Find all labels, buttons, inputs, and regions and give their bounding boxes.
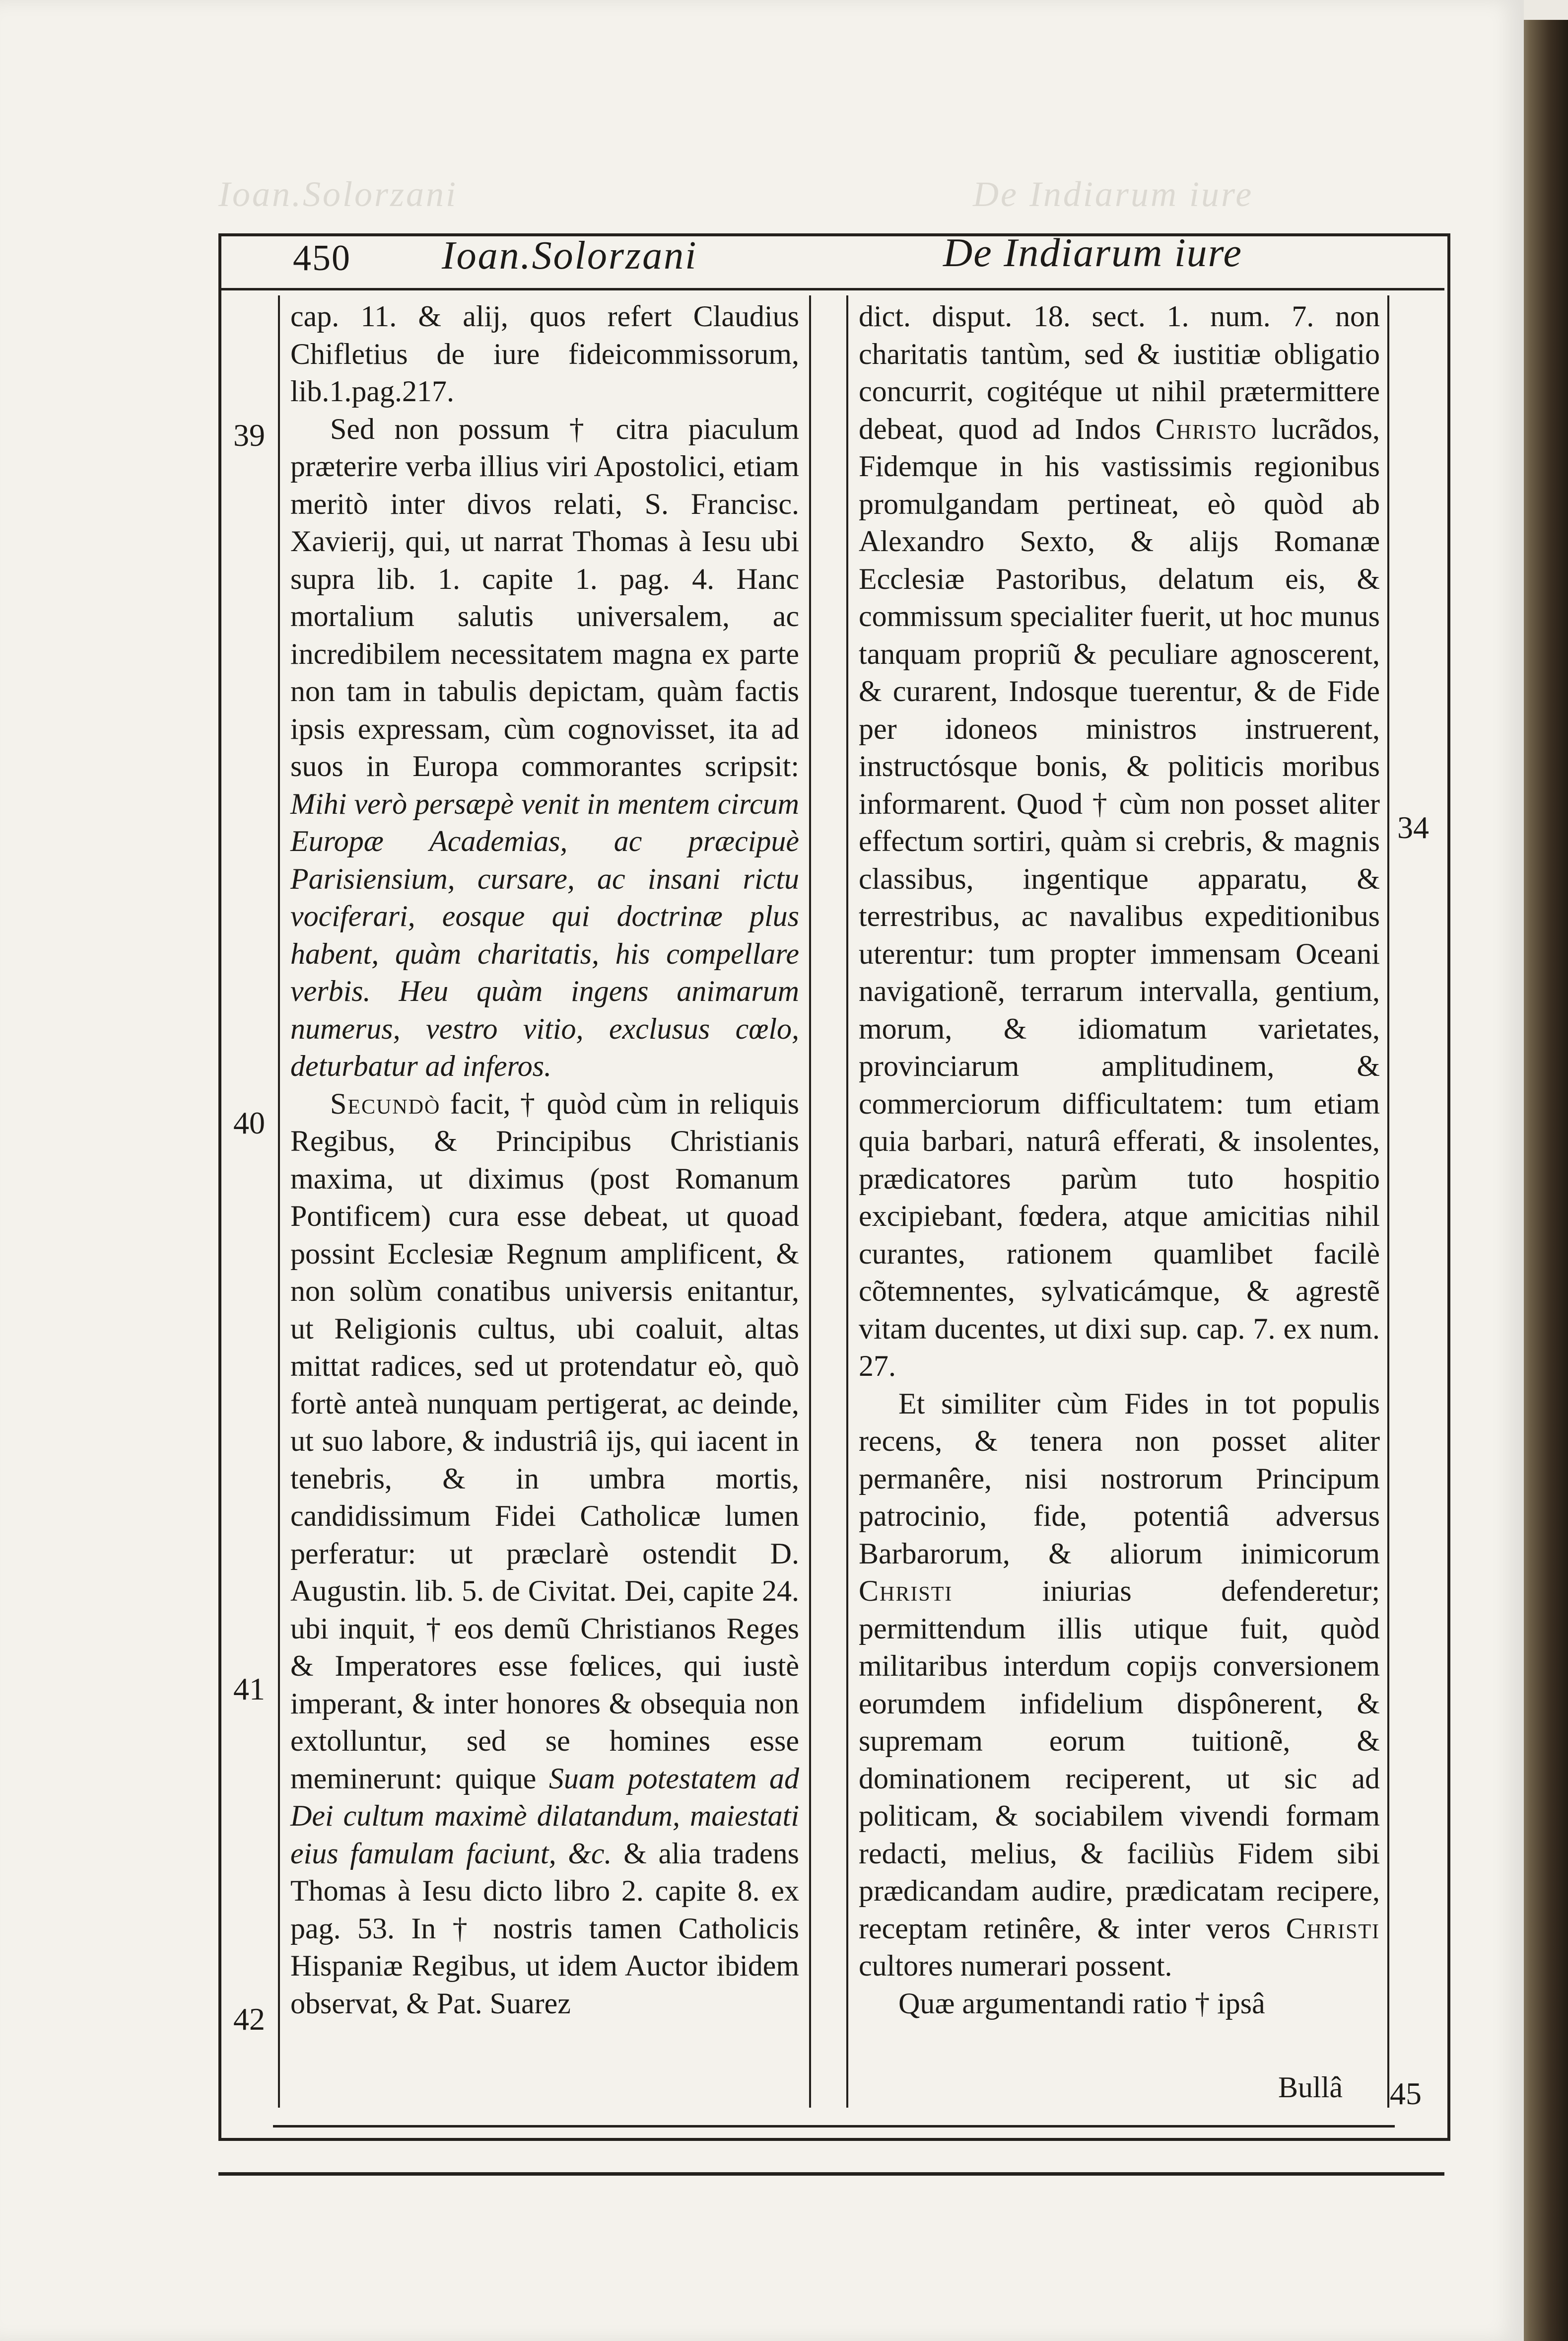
page-number: 450: [293, 238, 351, 279]
left-text-column: [290, 298, 799, 2022]
paragraph: Quæ argumentandi ratio † ipsâ: [898, 1986, 1265, 2020]
paragraph-text: Sed non possum † citra piaculum præterire verba illius viri Apostolici, etiam meritò inter divos relati, S. Francisc. Xavierij, qui, ut narrat Thomas à Iesu ubi supra lib. 1. capite 1. pag. 4. Hanc mortalium salutis universalem, ac incredibilem necessitatem magna ex parte non tam in tabulis depictam, quàm factis ipsis expressam, cùm cognovisset, ita ad suos in Europa commorantes scripsit:: [290, 412, 799, 782]
xavier-quotation: Mihi verò persæpè venit in mentem circum Europæ Academias, ac præcipuè Parisiensium, cursare, ac insani rictu vociferari, eosque qui doctrinæ plus habent, quàm charitatis, his compellare verbis. Heu quàm ingens animarum numerus, vestro vitio, exclusus cœlo, deturbatur ad inferos.: [290, 787, 799, 1082]
paragraph: [859, 1385, 1380, 1985]
augustine-quotation: Suam potestatem ad Dei cultum maximè dilatandum, maiestati eius famulam faciunt, &c.: [290, 1762, 799, 1870]
paragraph: [290, 1085, 799, 2023]
paragraph-text: facit, † quòd cùm in reliquis Regibus, & Principibus Christianis maxima, ut diximus (post Romanum Pontificem) cura esse debeat, ut quoad possint Ecclesiæ Regnum amplificent, & non solùm conatibus universis enitantur, ut Religionis cultus, ubi coaluit, altas mittat radices, sed ut protendatur eò, quò fortè anteà nunquam pertigerat, ac deinde, ut suo labore, & industriâ ijs, qui iacent in tenebris, & in umbra mortis, candidissimum Fidei Catholicæ lumen perferatur: ut præclarè ostendit D. Augustin. lib. 5. de Civitat. Dei, capite 24. ubi inquit, † eos demũ Christianos Reges & Imperatores esse fœlices, qui iustè imperant, & inter honores & obsequia non extolluntur, sed se homines esse meminerunt: quique: [290, 1087, 800, 1795]
margin-number: 39: [233, 418, 265, 453]
center-rule-a: [809, 295, 811, 2108]
margin-number: 42: [233, 2001, 265, 2037]
paragraph-text: & alia tradens Thomas à Iesu dicto libro 2. capite 8. ex pag. 53. In † nostris tamen Catholicis Hispaniæ Regibus, ut idem Auctor ibidem observat, & Pat. Suarez: [290, 1837, 800, 2020]
margin-number: 34: [1397, 810, 1429, 845]
running-head-author: Ioan.Solorzani: [442, 234, 698, 278]
paragraph: [290, 411, 799, 1085]
running-head-title: De Indiarum iure: [943, 230, 1242, 275]
right-text-column: [859, 298, 1380, 2022]
right-column-rule: [1387, 295, 1389, 2108]
center-rule-b: [846, 295, 848, 2108]
paragraph-text: cultores numerari possent.: [859, 1949, 1172, 1982]
catchword: Bullâ: [1278, 2071, 1343, 2104]
frame-bottom-rule: [218, 2172, 1444, 2176]
small-caps-word: Christo: [1155, 412, 1257, 445]
small-caps-word: Christi: [1286, 1912, 1380, 1945]
paragraph-text: iniurias defenderetur; permittendum illis utique fuit, quòd militaribus interdum copijs conversionem eorumdem infidelium dispônerent, & supremam eorum tuitionẽ, & dominationem reciperent, ut sic ad politicam, & sociabilem vivendi formam redacti, melius, & faciliùs Fidem sibi prædicandam audire, prædicatam recipere, receptam retinêre, & inter veros: [859, 1574, 1380, 1945]
margin-number: 40: [233, 1105, 265, 1140]
left-column-rule: [278, 295, 280, 2108]
text-bottom-rule: [273, 2125, 1395, 2128]
bleed-through-right: De Indiarum iure: [973, 174, 1254, 214]
paragraph-lead-word: Secundò: [330, 1087, 441, 1120]
paragraph-text: lucrãdos, Fidemque in his vastissimis regionibus promulgandam pertineat, eò quòd ab Alexandro Sexto, & alijs Romanæ Ecclesiæ Pastoribus, delatum eis, & commissum specialiter fuerit, ut hoc munus tanquam propriũ & peculiare agnoscerent, & curarent, Indosque tuerentur, & de Fide per idoneos ministros instruerent, instructósque bonis, & politicis moribus informarent. Quod † cùm non posset aliter effectum sortiri, quàm si crebris, & magnis classibus, ingentique apparatu, & terrestribus, ac navalibus expeditionibus uterentur: tum propter immensam Oceani navigationẽ, terrarum intervalla, gentium, morum, & idiomatum varietates, provinciarum amplitudinem, & commerciorum difficultatem: tum etiam quia barbari, naturâ efferati, & insolentes, prædicatores parùm tuto hospitio excipiebant, fœdera, atque amicitias nihil curantes, rationem quamlibet facilè cõtemnentes, sylvaticámque, & agrestẽ vitam ducentes, ut dixi sup. cap. 7. ex num. 27.: [859, 412, 1380, 1382]
bleed-through-left: Ioan.Solorzani: [218, 174, 458, 214]
paragraph-text: dict. disput. 18. sect. 1. num. 7. non charitatis tantùm, sed & iustitiæ obligatio concurrit, cogitéque ut nihil prætermittere debeat, quod ad Indos: [859, 300, 1380, 445]
margin-number: 45: [1390, 2076, 1422, 2111]
paragraph: cap. 11. & alij, quos refert Claudius Chifletius de iure fideicommissorum, lib.1.pag.217.: [290, 300, 799, 408]
header-rule: [218, 288, 1444, 290]
small-caps-word: Christi: [859, 1574, 953, 1607]
paragraph: [859, 298, 1380, 1385]
paragraph-text: Et similiter cùm Fides in tot populis recens, & tenera non posset aliter permanêre, nisi nostrorum Principum patrocinio, fide, potentiâ adversus Barbarorum, & aliorum inimicorum: [859, 1387, 1380, 1570]
margin-number: 41: [233, 1671, 265, 1706]
